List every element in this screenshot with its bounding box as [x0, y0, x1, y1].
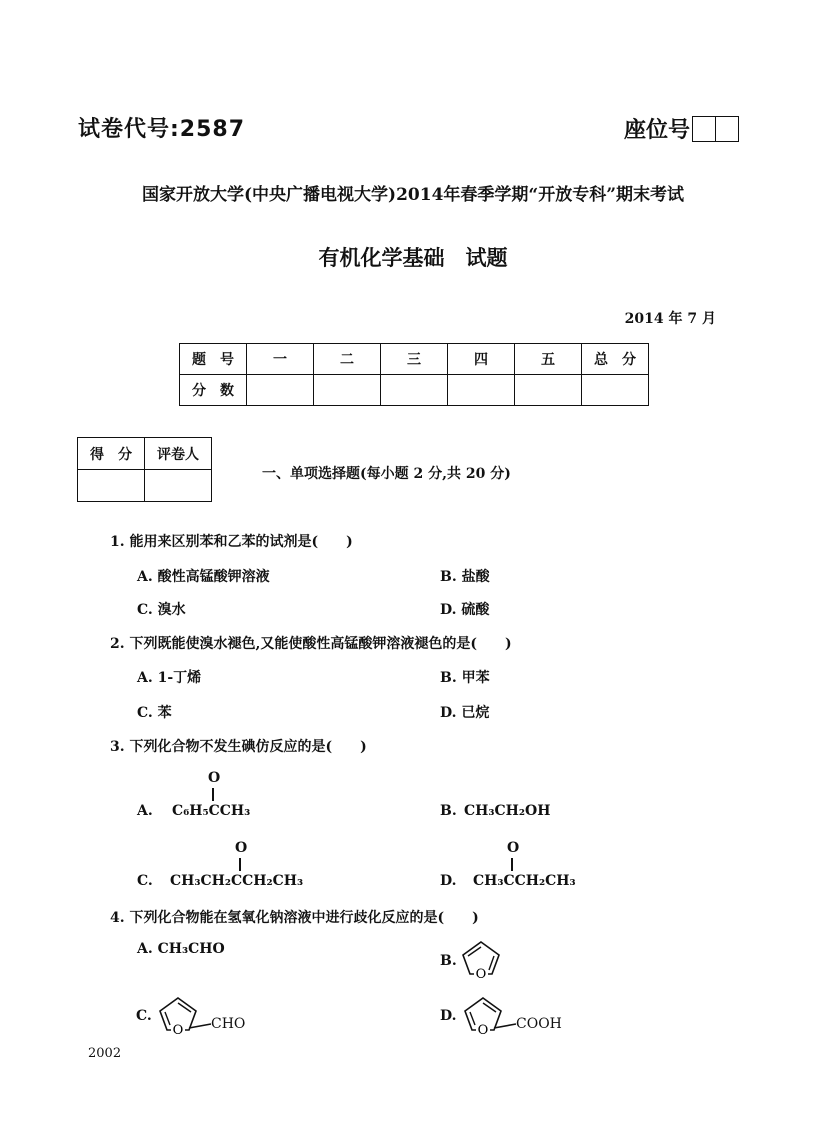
question-4-option-d: D.: [440, 1008, 457, 1024]
formula-3b: CH₃CH₂OH: [464, 803, 551, 819]
score-table-cell: 分 数: [180, 375, 247, 406]
grader-table: [77, 437, 212, 502]
score-table-cell: 三: [381, 344, 448, 375]
score-cell-empty: [515, 375, 582, 406]
carbonyl-oxygen: O: [208, 770, 221, 786]
score-table-cell: 四: [448, 344, 515, 375]
score-table-score-row: [180, 375, 649, 406]
score-table-header-row: [180, 344, 649, 375]
grader-score-label: 得 分: [78, 438, 145, 470]
ring-oxygen: O: [172, 1023, 184, 1036]
page-number: 2002: [88, 1046, 122, 1061]
ring-oxygen: O: [477, 1023, 489, 1036]
score-table-cell: 题 号: [180, 344, 247, 375]
double-bond: [511, 858, 513, 871]
carbonyl-oxygen: O: [235, 840, 248, 856]
question-2-option-d: D. 已烷: [440, 705, 490, 721]
question-1-option-a: A. 酸性高锰酸钾溶液: [137, 569, 270, 585]
question-2-stem: 2. 下列既能使溴水褪色,又能使酸性高锰酸钾溶液褪色的是( ): [110, 636, 512, 652]
furan-structure: [458, 938, 504, 980]
question-3-stem: 3. 下列化合物不发生碘仿反应的是( ): [110, 739, 367, 755]
question-1-option-c: C. 溴水: [137, 602, 186, 618]
question-1-option-b: B. 盐酸: [440, 569, 490, 585]
furoic-acid-structure: [460, 994, 518, 1036]
score-table-cell: 一: [247, 344, 314, 375]
exam-date: 2014 年 7 月: [624, 311, 716, 327]
grader-name-empty: [145, 470, 212, 502]
question-3-option-a: A.: [137, 803, 153, 819]
seat-boxes: [692, 116, 739, 142]
question-1-option-d: D. 硫酸: [440, 602, 490, 618]
aldehyde-group: CHO: [211, 1016, 246, 1032]
score-cell-empty: [582, 375, 649, 406]
question-4-option-a: A. CH₃CHO: [137, 941, 225, 957]
section-1-heading: 一、单项选择题(每小题 2 分,共 20 分): [262, 466, 511, 482]
seat-number: [624, 113, 739, 144]
formula-3c: CH₃CH₂CCH₂CH₃: [170, 873, 304, 889]
question-3-option-c: C.: [137, 873, 153, 889]
question-3-option-b: B.: [440, 803, 457, 819]
question-4-option-c: C.: [136, 1008, 152, 1024]
question-2-option-a: A. 1-丁烯: [137, 670, 202, 686]
paper-code: 试卷代号:2587: [78, 117, 246, 142]
grader-score-empty: [78, 470, 145, 502]
score-table-cell: 二: [314, 344, 381, 375]
score-table-cell: 五: [515, 344, 582, 375]
question-4-stem: 4. 下列化合物能在氢氧化钠溶液中进行歧化反应的是( ): [110, 910, 479, 926]
carbonyl-oxygen: O: [507, 840, 520, 856]
seat-label: 座位号: [624, 118, 691, 143]
score-cell-empty: [448, 375, 515, 406]
question-3-option-d: D.: [440, 873, 457, 889]
score-table-cell: 总 分: [582, 344, 649, 375]
score-cell-empty: [381, 375, 448, 406]
double-bond: [212, 788, 214, 801]
score-cell-empty: [314, 375, 381, 406]
question-2-option-c: C. 苯: [137, 705, 172, 721]
carboxyl-group: COOH: [516, 1016, 562, 1032]
ring-oxygen: O: [475, 967, 487, 980]
question-2-option-b: B. 甲苯: [440, 670, 490, 686]
formula-3a: C₆H₅CCH₃: [172, 803, 251, 819]
exam-title: 有机化学基础 试题: [318, 246, 508, 270]
double-bond: [239, 858, 241, 871]
grader-name-label: 评卷人: [145, 438, 212, 470]
question-1-stem: 1. 能用来区别苯和乙苯的试剂是( ): [110, 534, 353, 550]
exam-header: 国家开放大学(中央广播电视大学)2014年春季学期“开放专科”期末考试: [142, 185, 684, 205]
score-table: [179, 343, 649, 406]
furfural-structure: [155, 994, 213, 1036]
formula-3d: CH₃CCH₂CH₃: [473, 873, 576, 889]
question-4-option-b: B.: [440, 953, 457, 969]
score-cell-empty: [247, 375, 314, 406]
